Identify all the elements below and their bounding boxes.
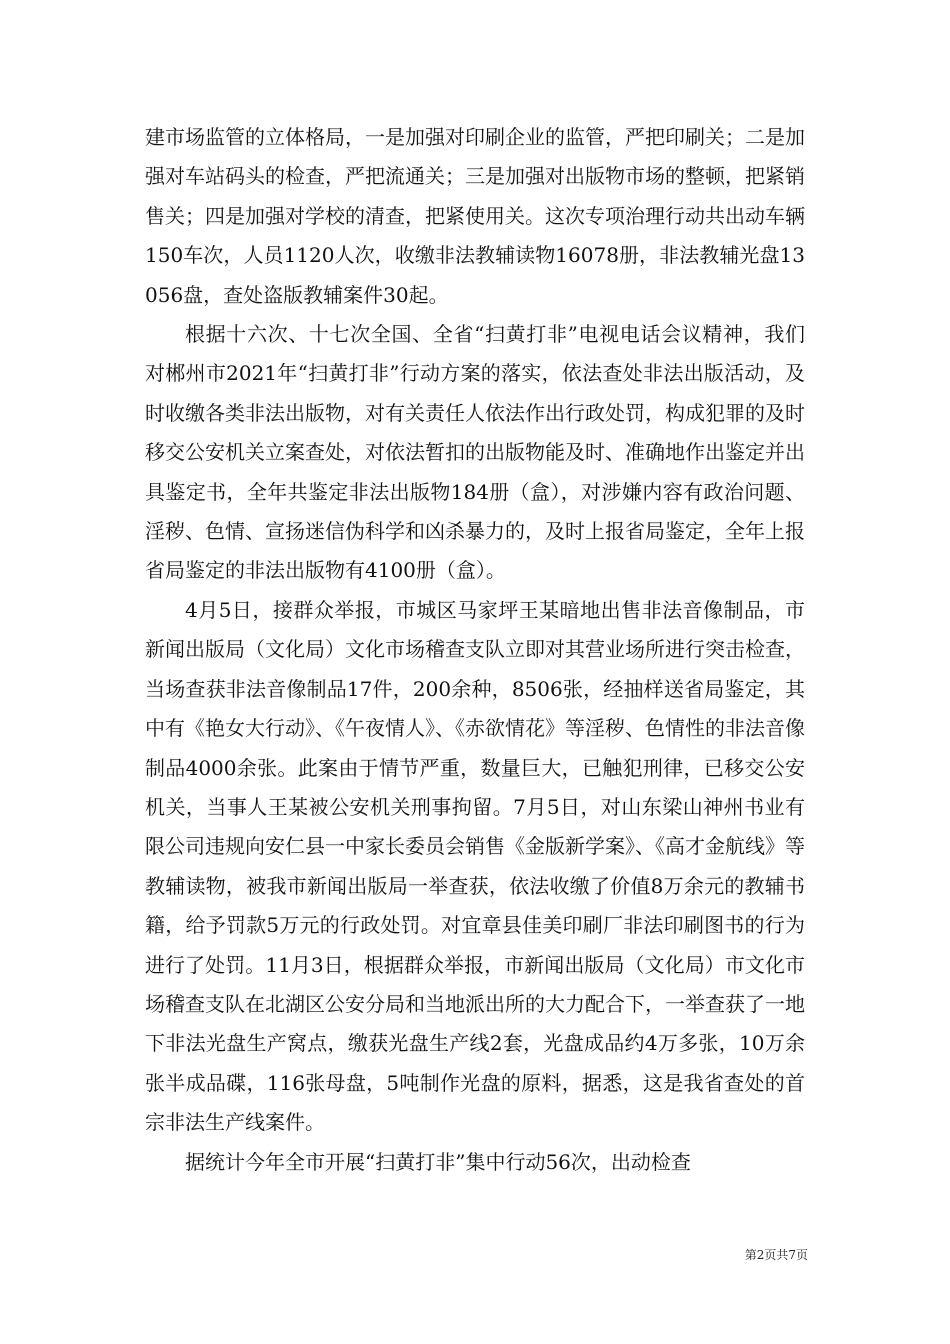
paragraph-1: 建市场监管的立体格局，一是加强对印刷企业的监管，严把印刷关；二是加强对车站码头的检查，严把流通关；三是加强对出版物市场的整顿，把紧销售关；四是加强对学校的清查，把紧使用关。这次专项治理行动共出动车辆150车次，人员1120人次，收缴非法教辅读物16078册，非法教辅光盘13056盘，查处盗版教辅案件30起。 [145,125,805,307]
paragraph-3: 4月5日，接群众举报，市城区马家坪王某暗地出售非法音像制品，市新闻出版局（文化局）文化市场稽查支队立即对其营业场所进行突击检查，当场查获非法音像制品17件，200余种，8506张，经抽样送省局鉴定，其中有《艳女大行动》、《午夜情人》、《赤欲情花》等淫秽、色情性的非法音像制品4000余张。此案由于情节严重，数量巨大，已触犯刑律，已移交公安机关，当事人王某被公安机关刑事拘留。7月5日，对山东梁山神州书业有限公司违规向安仁县一中家长委员会销售《金版新学案》、《高才金航线》等教辅读物，被我市新闻出版局一举查获，依法收缴了价值8万余元的教辅书籍，给予罚款5万元的行政处罚。对宜章县佳美印刷厂非法印刷图书的行为进行了处罚。11月3日，根据群众举报，市新闻出版局（文化局）市文化市场稽查支队在北湖区公安分局和当地派出所的大力配合下，一举查获了一地下非法光盘生产窝点，缴获光盘生产线2套，光盘成品约4万多张，10万余张半成品碟，116张母盘，5吨制作光盘的原料，据悉，这是我省查处的首宗非法生产线案件。 [145,597,805,1135]
paragraph-2: 根据十六次、十七次全国、全省“扫黄打非”电视电话会议精神，我们对郴州市2021年“扫黄打非”行动方案的落实，依法查处非法出版活动，及时收缴各类非法出版物，对有关责任人依法作出行政处罚，构成犯罪的及时移交公安机关立案查处，对依法暂扣的出版物能及时、准确地作出鉴定并出具鉴定书，全年共鉴定非法出版物184册（盒），对涉嫌内容有政治问题、淫秽、色情、宣扬迷信伪科学和凶杀暴力的，及时上报省局鉴定，全年上报省局鉴定的非法出版物有4100册（盒）。 [145,322,805,583]
paragraph-4: 据统计今年全市开展“扫黄打非”集中行动56次，出动检查 [185,1149,691,1174]
body-text [145,118,805,1182]
page-number: 第2页共7页 [744,1248,808,1262]
